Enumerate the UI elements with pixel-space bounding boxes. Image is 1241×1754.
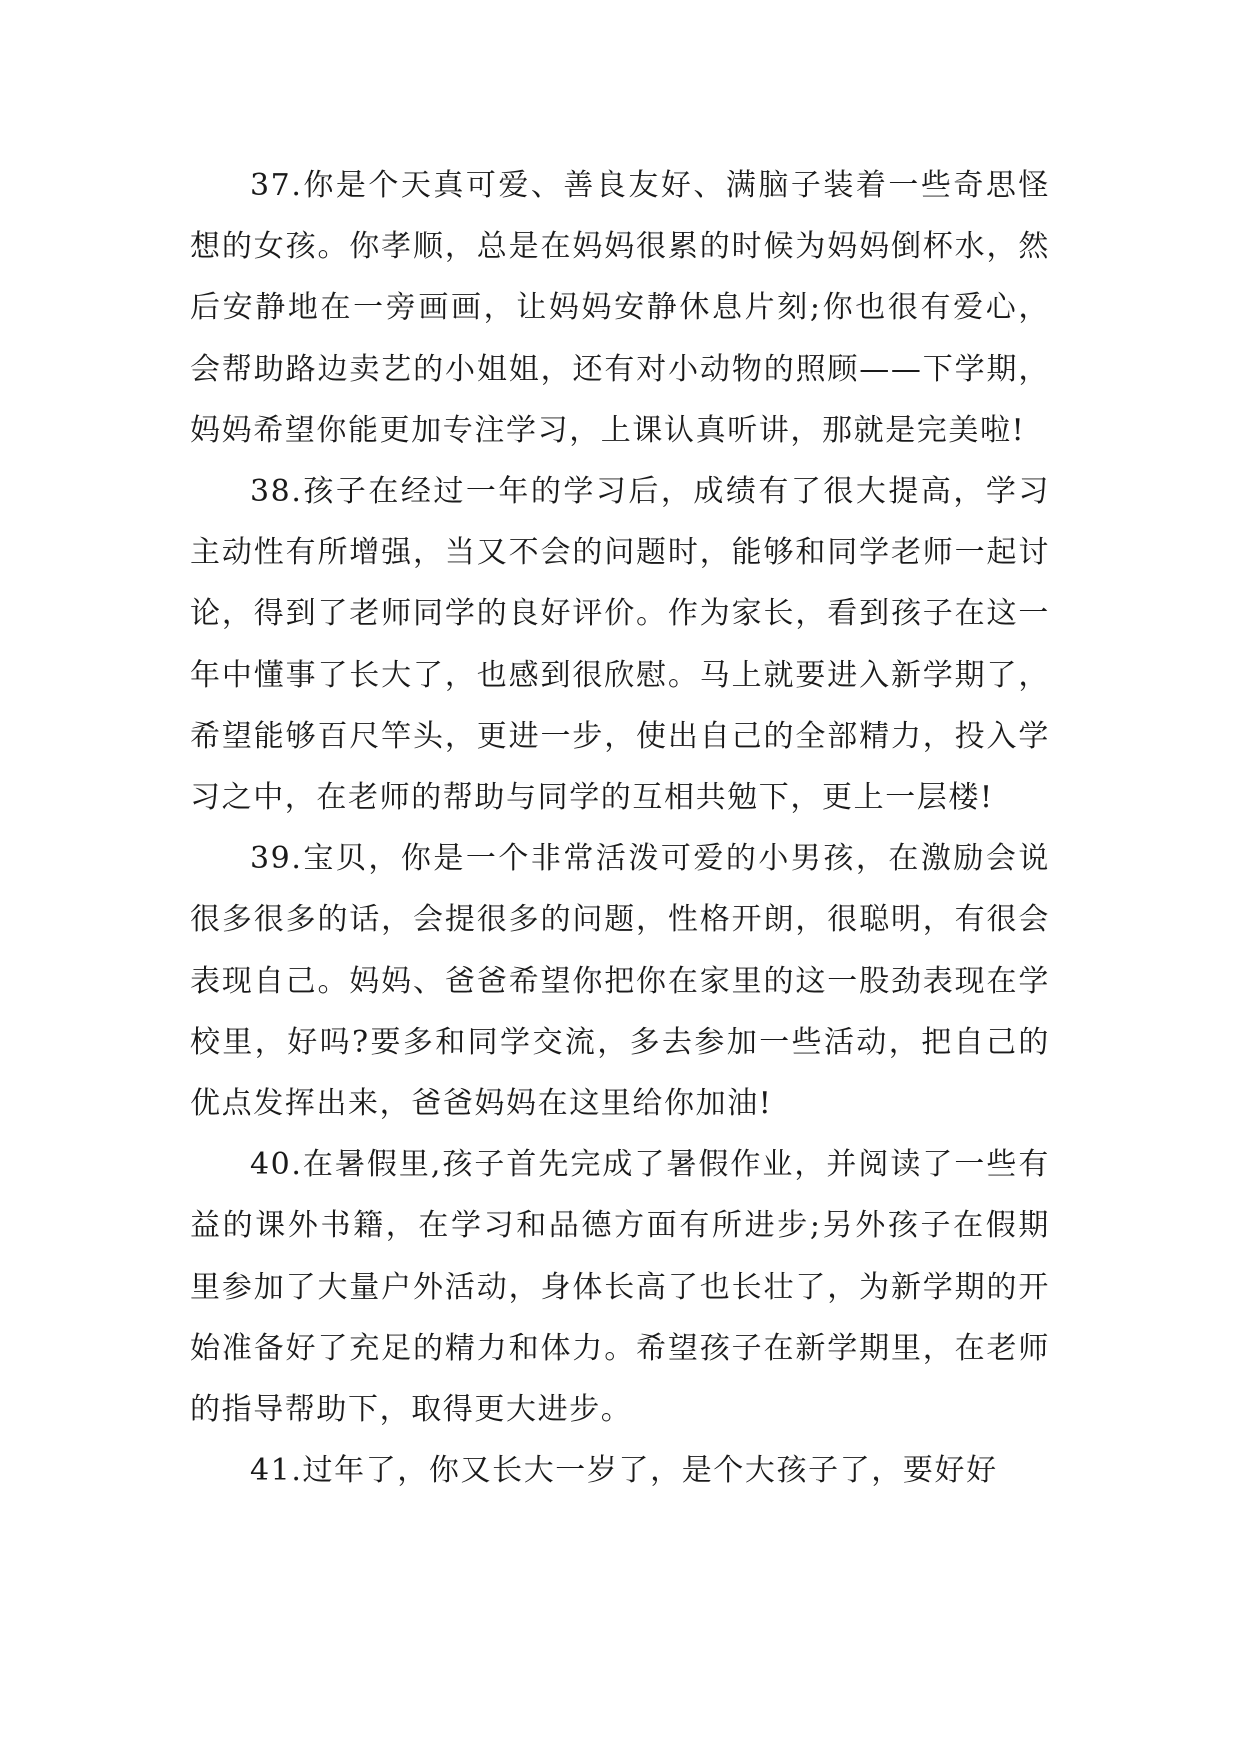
paragraph-38: 38.孩子在经过一年的学习后，成绩有了很大提高，学习主动性有所增强，当又不会的问题时，能够和同学老师一起讨论，得到了老师同学的良好评价。作为家长，看到孩子在这一年中懂事了长大了，也感到很欣慰。马上就要进入新学期了，希望能够百尺竿头，更进一步，使出自己的全部精力，投入学习之中，在老师的帮助与同学的互相共勉下，更上一层楼! — [190, 474, 1050, 816]
document-body — [190, 155, 1050, 1501]
paragraph-40: 40.在暑假里,孩子首先完成了暑假作业，并阅读了一些有益的课外书籍，在学习和品德方面有所进步;另外孩子在假期里参加了大量户外活动，身体长高了也长壮了，为新学期的开始准备好了充足的精力和体力。希望孩子在新学期里，在老师的指导帮助下，取得更大进步。 — [190, 1147, 1050, 1428]
paragraph-39: 39.宝贝，你是一个非常活泼可爱的小男孩，在激励会说很多很多的话，会提很多的问题，性格开朗，很聪明，有很会表现自己。妈妈、爸爸希望你把你在家里的这一股劲表现在学校里，好吗?要多和同学交流，多去参加一些活动，把自己的优点发挥出来，爸爸妈妈在这里给你加油! — [190, 841, 1050, 1122]
paragraph-41: 41.过年了，你又长大一岁了，是个大孩子了，要好好 — [250, 1453, 998, 1489]
paragraph-37: 37.你是个天真可爱、善良友好、满脑子装着一些奇思怪想的女孩。你孝顺，总是在妈妈很累的时候为妈妈倒杯水，然后安静地在一旁画画，让妈妈安静休息片刻;你也很有爱心，会帮助路边卖艺的小姐姐，还有对小动物的照顾——下学期，妈妈希望你能更加专注学习，上课认真听讲，那就是完美啦! — [190, 168, 1050, 448]
